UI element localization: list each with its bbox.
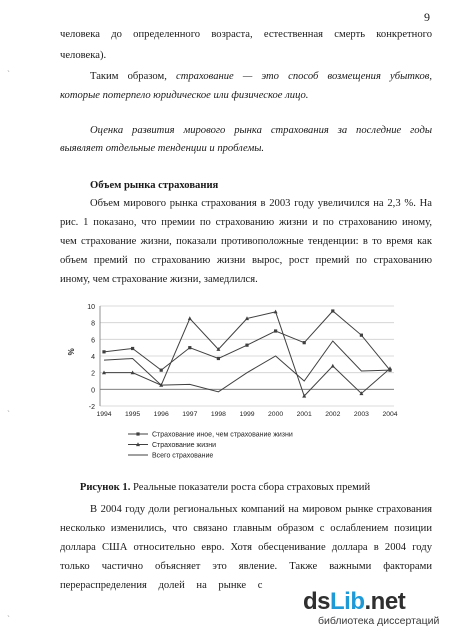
binding-mark: ˎ — [7, 62, 10, 72]
y-tick-label: -2 — [88, 404, 95, 411]
y-tick-label: 4 — [91, 354, 95, 361]
data-point — [160, 369, 163, 372]
data-point — [131, 347, 134, 350]
y-tick-label: 2 — [91, 370, 95, 378]
paragraph-line: чем страхование жизни, показали противоположные тенденции: в то время как — [60, 236, 432, 247]
data-point — [188, 316, 192, 320]
paragraph-line: В 2004 году доли региональных компаний на мировом рынке страхования — [90, 504, 432, 515]
data-point — [303, 341, 306, 344]
paragraph-line: человека до определенного возраста, естественная смерть конкретного — [60, 29, 432, 40]
legend-label: Всего страхование — [152, 452, 214, 460]
binding-mark: ˎ — [7, 607, 10, 617]
y-tick-label: 0 — [91, 387, 95, 395]
definition-line: которые потерпело юридическое или физическое лицо. — [60, 90, 309, 101]
intro-line: выявляет отдельные тенденции и проблемы. — [60, 143, 265, 154]
section-heading: Объем рынка страхования — [90, 180, 219, 191]
watermark-subtitle: библиотека диссертаций — [318, 615, 440, 627]
data-point — [274, 310, 278, 314]
caption-label: Рисунок 1. — [79, 482, 131, 493]
paragraph-line: рис. 1 показано, что премии по страхованию жизни и по страхованию иному, — [60, 217, 432, 228]
data-point — [331, 364, 335, 368]
data-point — [274, 329, 277, 332]
x-tick-label: 1999 — [239, 411, 255, 418]
watermark-ds: ds — [303, 588, 331, 615]
line-chart — [64, 298, 414, 470]
x-tick-label: 1996 — [153, 411, 169, 418]
data-point — [245, 344, 248, 347]
y-tick-label: 10 — [87, 304, 95, 311]
binding-mark: ˎ — [7, 402, 10, 412]
data-point — [360, 334, 363, 337]
x-tick-label: 2004 — [382, 411, 398, 418]
legend-label: Страхование жизни — [152, 442, 217, 450]
data-point — [188, 346, 191, 349]
definition-lead: Таким образом, — [90, 71, 176, 82]
figure-caption — [0, 482, 450, 493]
definition-line — [90, 70, 432, 83]
caption-text: Реальные показатели роста сбора страховых премий — [130, 482, 371, 493]
x-tick-label: 2001 — [296, 411, 312, 418]
data-point — [217, 357, 220, 360]
intro-line: Оценка развития мирового рынка страхования за последние годы — [90, 125, 432, 136]
series-line — [104, 341, 390, 392]
paragraph-line: человека). — [60, 50, 107, 61]
paragraph-line: объем премий по страхованию жизни вырос, рост премий по страхованию — [60, 255, 432, 266]
paragraph-line: Объем мирового рынка страхования в 2003 году увеличился на 2,3 %. На — [90, 198, 432, 209]
paragraph-line: перераспределения долей на рынке с — [60, 580, 263, 591]
data-point — [102, 350, 105, 353]
x-tick-label: 2000 — [268, 411, 284, 418]
legend-marker — [136, 432, 139, 435]
paragraph-line: несколько изменились, что связано главным образом с ослаблением позиции — [60, 523, 432, 534]
data-point — [331, 309, 334, 312]
watermark-lib: Lib — [330, 588, 365, 615]
x-tick-label: 1994 — [96, 411, 112, 418]
legend-label: Страхование иное, чем страхование жизни — [152, 431, 293, 439]
watermark-logo — [303, 588, 405, 616]
x-tick-label: 2003 — [353, 411, 369, 418]
x-tick-label: 2002 — [325, 411, 341, 418]
paragraph-line: иному, чем страхование жизни, замедлился. — [60, 274, 258, 285]
paragraph-line: доллара США относительно евро. Хотя обесценивание доллара в 2004 году — [60, 542, 432, 553]
x-tick-label: 1995 — [125, 411, 141, 418]
page-number: 9 — [424, 10, 430, 24]
paragraph-line: только частично объясняет это явление. Также важными факторами — [60, 561, 432, 572]
y-axis-label: % — [67, 348, 76, 356]
y-tick-label: 8 — [91, 320, 95, 328]
series-line — [104, 312, 390, 396]
y-tick-label: 6 — [91, 337, 95, 345]
x-tick-label: 1997 — [182, 411, 198, 418]
x-tick-label: 1998 — [210, 411, 226, 418]
definition-italic: страхование — это способ возмещения убытков, — [176, 71, 432, 82]
watermark-net: .net — [364, 588, 406, 615]
